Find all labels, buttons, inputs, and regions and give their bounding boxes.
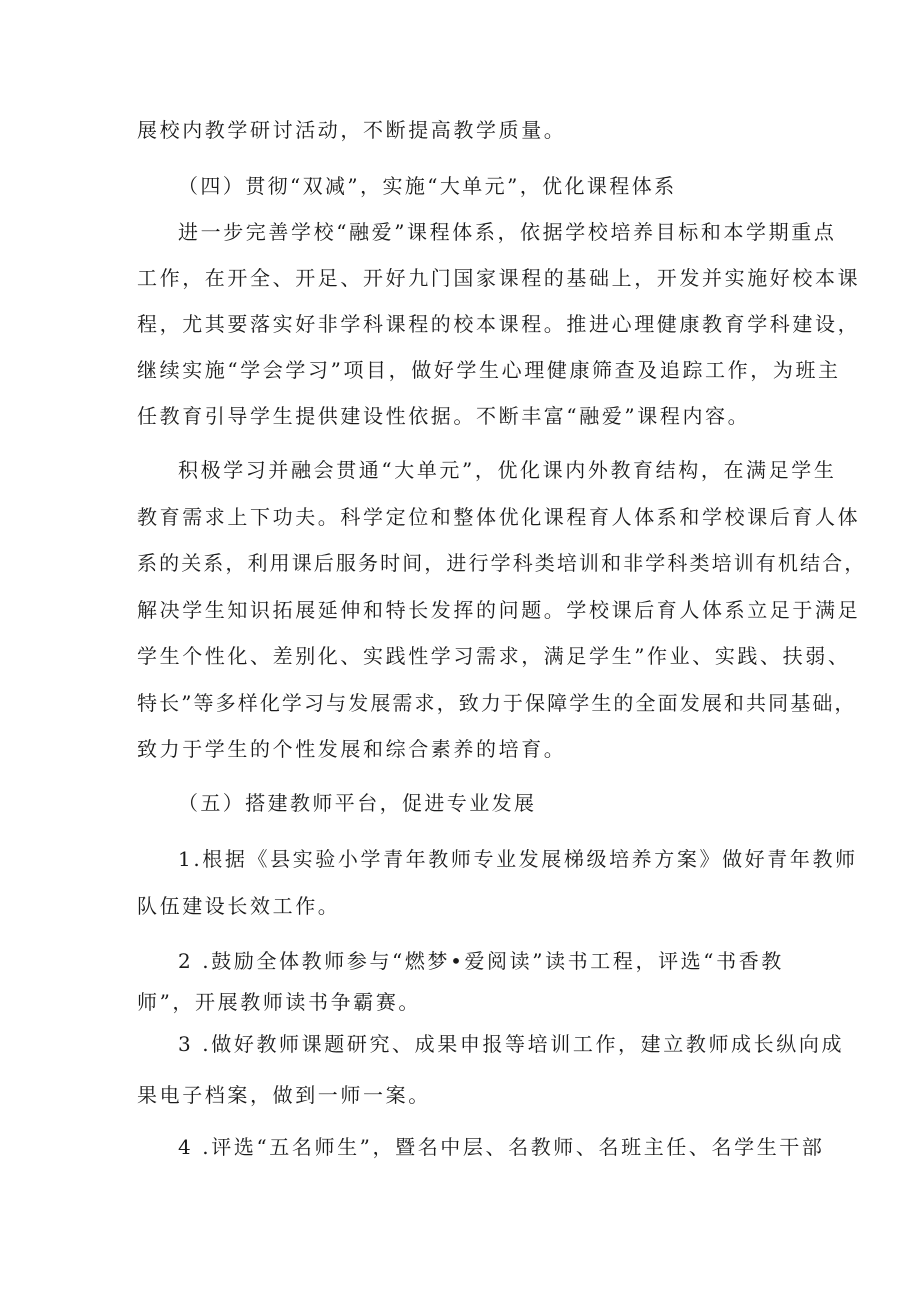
paragraph-line: 程，尤其要落实好非学科课程的校本课程。推进心理健康教育学科建设， — [137, 312, 861, 336]
section-heading-4: （四）贯彻“双减”，实施“大单元”，优化课程体系 — [178, 174, 677, 198]
paragraph-line: 特长”等多样化学习与发展需求，致力于保障学生的全面发展和共同基础， — [137, 691, 857, 715]
paragraph-line: 展校内教学研讨活动，不断提高教学质量。 — [137, 118, 567, 142]
paragraph-line: 学生个性化、差别化、实践性学习需求，满足学生”作业、实践、扶弱、 — [137, 644, 851, 668]
paragraph-line: 工作，在开全、开足、开好九门国家课程的基础上，开发并实施好校本课 — [137, 266, 861, 290]
section-heading-5: （五）搭建教师平台，促进专业发展 — [178, 791, 537, 815]
paragraph-line: 进一步完善学校“融爱”课程体系，依据学校培养目标和本学期重点 — [178, 220, 837, 244]
paragraph-line: 解决学生知识拓展延伸和特长发挥的问题。学校课后育人体系立足于满足 — [137, 598, 861, 622]
paragraph-line: 教育需求上下功夫。科学定位和整体优化课程育人体系和学校课后育人体 — [137, 505, 861, 529]
paragraph-line: 系的关系，利用课后服务时间，进行学科类培训和非学科类培训有机结合， — [137, 551, 867, 575]
paragraph-line: 任教育引导学生提供建设性依据。不断丰富“融爱”课程内容。 — [137, 404, 751, 428]
list-item-continuation: 果电子档案，做到一师一案。 — [137, 1083, 431, 1107]
list-item-2: 2 .鼓励全体教师参与“燃梦•爱阅读”读书工程，评选“书香教 — [178, 949, 784, 973]
list-item-1: 1.根据《县实验小学青年教师专业发展梯级培养方案》做好青年教师 — [178, 847, 858, 871]
list-item-continuation: 队伍建设长效工作。 — [137, 894, 341, 918]
paragraph-line: 积极学习并融会贯通“大单元”，优化课内外教育结构，在满足学生 — [178, 458, 837, 482]
list-item-3: 3 .做好教师课题研究、成果申报等培训工作，建立教师成长纵向成 — [178, 1032, 845, 1056]
paragraph-line: 致力于学生的个性发展和综合素养的培育。 — [137, 737, 567, 761]
list-item-continuation: 师”，开展教师读书争霸赛。 — [137, 990, 422, 1014]
paragraph-line: 继续实施“学会学习”项目，做好学生心理健康筛查及追踪工作，为班主 — [137, 358, 841, 382]
list-item-4: 4 .评选“五名师生”，暨名中层、名教师、名班主任、名学生干部 — [178, 1135, 825, 1159]
